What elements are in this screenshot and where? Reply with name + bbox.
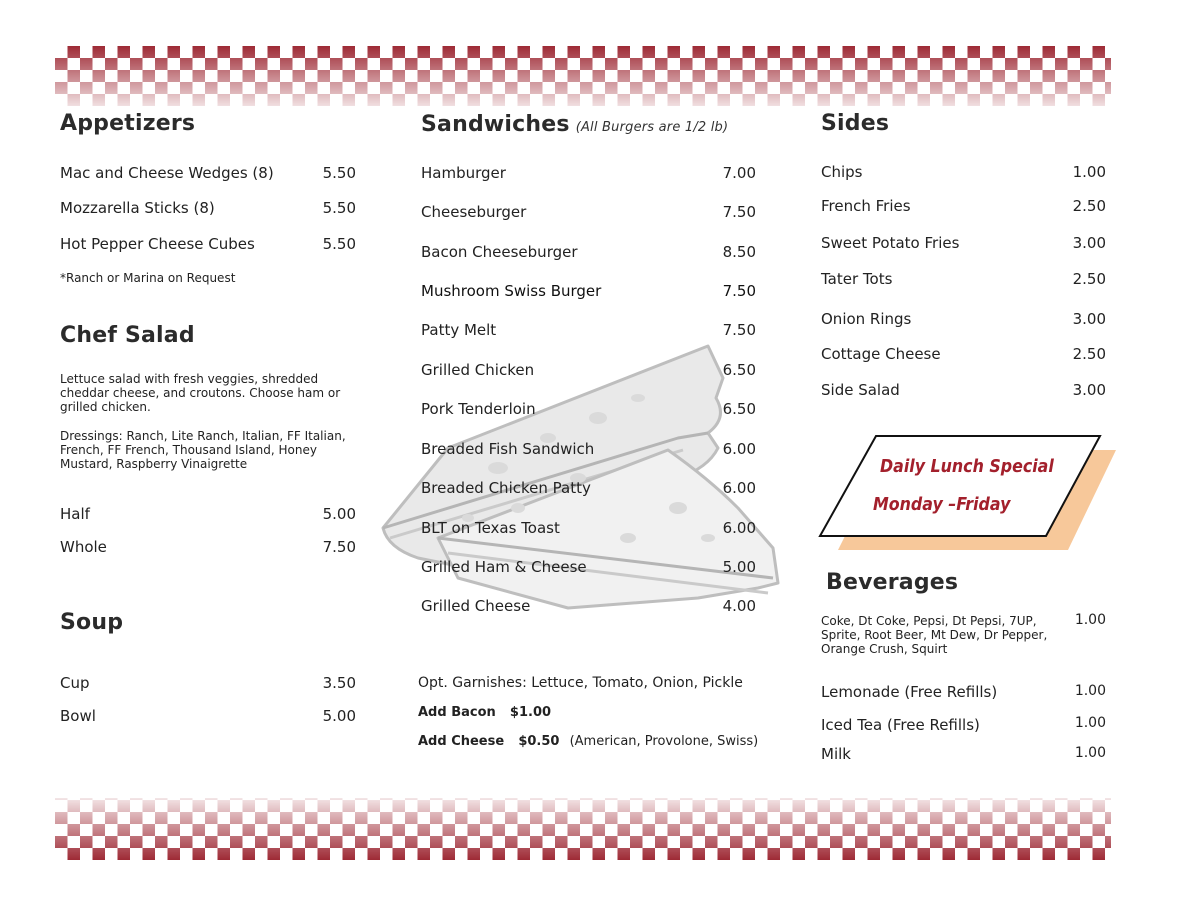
beverages-heading: Beverages bbox=[826, 570, 959, 595]
menu-item: Milk bbox=[821, 745, 851, 763]
menu-item-price: 6.00 bbox=[722, 479, 756, 497]
daily-special-line1: Daily Lunch Special bbox=[880, 456, 1054, 477]
sandwiches-note: (All Burgers are 1/2 lb) bbox=[575, 120, 729, 135]
menu-item: Cheeseburger bbox=[421, 203, 527, 221]
appetizers-note: *Ranch or Marina on Request bbox=[60, 271, 236, 285]
daily-special-badge bbox=[818, 434, 1118, 554]
menu-item: Grilled Ham & Cheese bbox=[421, 558, 587, 576]
menu-item-price: 6.50 bbox=[722, 361, 756, 379]
menu-item-price: 3.50 bbox=[322, 674, 356, 692]
add-cheese-note: (American, Provolone, Swiss) bbox=[569, 734, 759, 749]
menu-item-price: 2.50 bbox=[1072, 270, 1106, 288]
menu-item-price: 4.00 bbox=[722, 597, 756, 615]
menu-item: Bowl bbox=[60, 707, 96, 725]
menu-item: Mushroom Swiss Burger bbox=[421, 282, 602, 300]
menu-item: Whole bbox=[60, 538, 107, 556]
menu-item: Sweet Potato Fries bbox=[821, 234, 960, 252]
appetizers-heading: Appetizers bbox=[60, 111, 196, 136]
chef-salad-dressings: Dressings: Ranch, Lite Ranch, Italian, FF Italian, French, FF French, Thousand Island, Honey Mustard, Raspberry Vinaigrette bbox=[60, 429, 346, 471]
menu-item-price: 1.00 bbox=[1074, 612, 1106, 628]
menu-item-price: 1.00 bbox=[1072, 163, 1106, 181]
sandwiches-heading bbox=[421, 112, 728, 137]
daily-special-line2: Monday –Friday bbox=[873, 494, 1011, 515]
menu-item: Half bbox=[60, 505, 90, 523]
sandwiches-title: Sandwiches bbox=[421, 112, 570, 137]
menu-item-price: 8.50 bbox=[722, 243, 756, 261]
menu-item: Side Salad bbox=[821, 381, 900, 399]
menu-item: Tater Tots bbox=[821, 270, 893, 288]
menu-item-price: 7.50 bbox=[322, 538, 356, 556]
checkered-border-top bbox=[55, 46, 1111, 106]
menu-item-price: 7.50 bbox=[722, 282, 756, 300]
menu-item-price: 6.00 bbox=[722, 440, 756, 458]
menu-item: Iced Tea (Free Refills) bbox=[821, 716, 980, 734]
menu-item: Grilled Chicken bbox=[421, 361, 535, 379]
chef-salad-description: Lettuce salad with fresh veggies, shredded cheddar cheese, and croutons. Choose ham or grilled chicken. bbox=[60, 372, 341, 414]
menu-item-price: 5.50 bbox=[322, 235, 356, 253]
menu-item: Grilled Cheese bbox=[421, 597, 531, 615]
add-cheese-price: $0.50 bbox=[518, 734, 560, 749]
chef-salad-heading: Chef Salad bbox=[60, 323, 195, 348]
menu-item-price: 1.00 bbox=[1074, 715, 1106, 731]
beverages-sodas: Coke, Dt Coke, Pepsi, Dt Pepsi, 7UP, Sprite, Root Beer, Mt Dew, Dr Pepper, Orange Crush, Squirt bbox=[821, 614, 1048, 656]
menu-item-price: 3.00 bbox=[1072, 381, 1106, 399]
menu-item: Hamburger bbox=[421, 164, 506, 182]
menu-item-price: 5.00 bbox=[322, 707, 356, 725]
menu-item: Mozzarella Sticks (8) bbox=[60, 199, 215, 217]
add-cheese bbox=[418, 735, 758, 749]
garnishes-note: Opt. Garnishes: Lettuce, Tomato, Onion, Pickle bbox=[418, 675, 743, 691]
add-bacon bbox=[418, 706, 551, 720]
soup-heading: Soup bbox=[60, 610, 124, 635]
menu-item-price: 2.50 bbox=[1072, 345, 1106, 363]
menu-item: Onion Rings bbox=[821, 310, 912, 328]
menu-item: Chips bbox=[821, 163, 863, 181]
add-bacon-label: Add Bacon bbox=[418, 705, 496, 720]
checkered-border-bottom bbox=[55, 798, 1111, 860]
menu-item: Bacon Cheeseburger bbox=[421, 243, 578, 261]
menu-item: Mac and Cheese Wedges (8) bbox=[60, 164, 274, 182]
menu-item-price: 3.00 bbox=[1072, 310, 1106, 328]
menu-item-price: 6.50 bbox=[722, 400, 756, 418]
menu-item-price: 1.00 bbox=[1074, 745, 1106, 761]
menu-item: Patty Melt bbox=[421, 321, 497, 339]
menu-item: French Fries bbox=[821, 197, 911, 215]
menu-item-price: 1.00 bbox=[1074, 683, 1106, 699]
menu-item-price: 3.00 bbox=[1072, 234, 1106, 252]
menu-item-price: 6.00 bbox=[722, 519, 756, 537]
menu-item-price: 5.00 bbox=[322, 505, 356, 523]
menu-item-price: 7.50 bbox=[722, 203, 756, 221]
add-bacon-price: $1.00 bbox=[509, 705, 552, 720]
menu-item-price: 5.00 bbox=[722, 558, 756, 576]
menu-item-price: 7.00 bbox=[722, 164, 756, 182]
add-cheese-label: Add Cheese bbox=[418, 734, 505, 749]
menu-item-price: 5.50 bbox=[322, 164, 356, 182]
menu-item-price: 2.50 bbox=[1072, 197, 1106, 215]
sides-heading: Sides bbox=[821, 111, 890, 136]
menu-item: Breaded Fish Sandwich bbox=[421, 440, 595, 458]
menu-item: Cottage Cheese bbox=[821, 345, 941, 363]
menu-item: Hot Pepper Cheese Cubes bbox=[60, 235, 255, 253]
menu-item: Breaded Chicken Patty bbox=[421, 479, 591, 497]
menu-item-price: 5.50 bbox=[322, 199, 356, 217]
menu-item: Lemonade (Free Refills) bbox=[821, 683, 998, 701]
menu-item-price: 7.50 bbox=[722, 321, 756, 339]
menu-item: BLT on Texas Toast bbox=[421, 519, 560, 537]
menu-item: Cup bbox=[60, 674, 90, 692]
menu-item: Pork Tenderloin bbox=[421, 400, 536, 418]
